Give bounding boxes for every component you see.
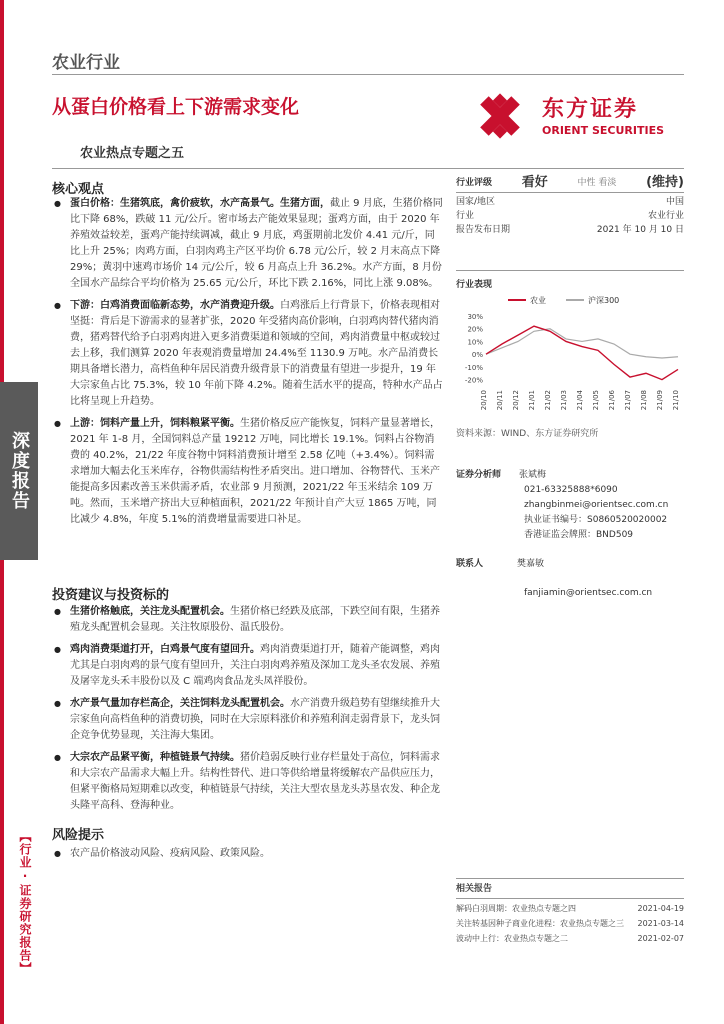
related-item[interactable]: 解码白羽周期：农业热点专题之四 2021-04-19	[456, 904, 684, 913]
invest-bullet: ● 鸡肉消费渠道打开，白鸡景气度有望回升。鸡肉消费渠道打开，随着产能调整，鸡肉尤其是白羽肉鸡的景气度有望回升，关注白羽肉鸡养殖及深加工龙头圣农发展、养殖及屠宰龙头禾丰股份以及 C 端鸡肉食品龙头凤祥股份。	[52, 642, 444, 690]
x-tick-label: 20/10	[480, 390, 488, 411]
risk-list	[52, 846, 444, 868]
performance-heading: 行业表现	[456, 280, 493, 290]
x-tick-label: 21/03	[560, 390, 568, 411]
core-view-list	[52, 196, 444, 534]
x-tick-label: 20/11	[496, 390, 504, 411]
y-tick-label: 30%	[467, 313, 483, 321]
legend-label-index: 沪深300	[588, 296, 620, 305]
related-divider	[456, 878, 684, 879]
legend-label-agri: 农业	[530, 296, 546, 305]
analyst-label: 证券分析师	[456, 470, 502, 480]
y-tick-label: -10%	[464, 363, 483, 372]
related-heading: 相关报告	[456, 884, 493, 894]
contact-name: 樊嘉敏	[517, 559, 545, 569]
performance-divider	[456, 270, 684, 271]
x-tick-label: 21/01	[528, 390, 536, 411]
top-divider	[52, 74, 684, 75]
analyst-phone: 021-63325888*6090	[524, 485, 618, 495]
analyst-name: 张斌梅	[519, 470, 547, 480]
analyst-email[interactable]: zhangbinmei@orientsec.com.cn	[524, 500, 669, 510]
invest-bullet: ● 大宗农产品紧平衡，种植链景气持续。猪价趋弱反映行业存栏量处于高位，饲料需求和大宗农产品需求大幅上升。结构性替代、进口等供给增量将缓解农产品供应压力，但紧平衡格局短期难以改变，种植链景气持续，关注大型农垦龙头苏垦农发、种企龙头隆平高科、登海种业。	[52, 750, 444, 814]
rating-row: 国家/地区 中国	[456, 197, 684, 207]
analyst-license: 执业证书编号：S0860520020002	[524, 515, 668, 525]
related-divider	[456, 898, 684, 899]
x-tick-label: 21/07	[624, 390, 632, 411]
related-reports	[456, 876, 684, 946]
rating-label: 行业评级	[456, 178, 493, 188]
company-logo-icon	[472, 88, 528, 144]
chart-source: 资料来源：WIND、东方证券研究所	[456, 429, 599, 439]
related-item[interactable]: 波动中上行：农业热点专题之二 2021-02-07	[456, 934, 684, 943]
title-divider	[52, 168, 684, 169]
y-tick-label: 10%	[467, 338, 483, 347]
chart-legend	[508, 295, 619, 305]
x-tick-label: 20/12	[512, 390, 520, 411]
contact-email[interactable]: fanjiamin@orientsec.com.cn	[524, 588, 653, 598]
x-tick-label: 21/10	[672, 390, 680, 411]
company-name-cn: 东方证券	[542, 97, 639, 122]
company-name-en: ORIENT SECURITIES	[542, 124, 665, 137]
related-item[interactable]: 关注转基因种子商业化进程：农业热点专题之三 2021-03-14	[456, 919, 684, 928]
x-tick-label: 21/09	[656, 390, 664, 411]
series-line-agri	[486, 326, 678, 379]
x-tick-label: 21/02	[544, 390, 552, 411]
x-tick-label: 21/06	[608, 390, 616, 411]
report-title: 从蛋白价格看上下游需求变化	[52, 96, 300, 118]
x-tick-label: 21/04	[576, 390, 584, 411]
analyst-panel	[456, 468, 684, 601]
performance-heading-wrap	[456, 268, 684, 290]
x-tick-label: 21/08	[640, 390, 648, 411]
series-line-index	[486, 329, 678, 358]
core-bullet: ● 下游：白鸡消费面临新态势，水产消费迎升级。白鸡涨后上行背景下，价格表现相对坚挺：背后是下游需求的显著扩张，2020 年受猪肉高价影响，白羽鸡肉替代猪肉消费，猪鸡替代给予白羽鸡肉进入更多消费渠道和领域的空间，鸡肉消费量中枢或较过去上移，我们测算 2020 年表观消费量增加 24.4%至 1130.9 万吨。水产品消费长期具备增长潜力，高档鱼种年居民消费升级背景下的消费量有望进一步提升，19 年大宗家鱼占比 75.3%，较 10 年前下降 4.2%。随着生活水平的提高，特种水产品占比将呈现上升趋势。	[52, 298, 444, 410]
core-bullet: ● 蛋白价格：生猪筑底，禽价疲软，水产高景气。生猪方面，截止 9 月底，生猪价格同比下降 68%，跌破 11 元/公斤。密市场去产能效果显现；蛋鸡方面，由于 2020 年养殖效益较差，蛋鸡产能持续调减，截止 9 月底，鸡蛋期前北发价 4.41 元/斤，同比上升 25%；肉鸡方面，白羽肉鸡主产区平均价 6.78 元/公斤，较 2 月末高点下降 29%；黄羽中速鸡市场价 14 元/公斤，较 6 月高点上升 36.2%。水产方面，8 月份全国水产品综合平均价格为 25.65 元/公斤，环比下跌 2.16%，同比上涨 9.08%。	[52, 196, 444, 292]
invest-bullet: ● 水产景气量加存栏高企，关注饲料龙头配置机会。水产消费升级趋势有望继续推升大宗家鱼向高档鱼种的消费切换，同时在大宗原料涨价和养殖利润走弱背景下，龙头饲企竞争优势显现，关注海大集团。	[52, 696, 444, 744]
performance-chart	[456, 288, 684, 418]
rating-row: 行业 农业行业	[456, 211, 684, 221]
core-bullet: ● 上游：饲料产量上升，饲料粮紧平衡。生猪价格反应产能恢复，饲料产量显著增长，2021 年 1-8 月，全国饲料总产量 19212 万吨，同比增长 19.1%。饲料占谷物消费的 40.2%，21/22 年度谷物中饲料消费预计增至 2.58 亿吨（+3.4%）。饲料需求增加大幅去化玉米库存，谷物供需结构性矛盾突出。进口增加、谷物替代、玉米产能提高多因素改善玉米供需矛盾，农业部 9 月预测，2021/22 年玉米结余 109 万吨。然而，玉米增产挤出大豆种植面积，2021/22 年预计自产大豆 1865 万吨，同比减少 4.8%，年度 5.1%的消费增量需要进口补足。	[52, 416, 444, 528]
rating-row: 报告发布日期 2021 年 10 月 10 日	[456, 225, 684, 235]
rating-scale: 中性 看淡	[577, 178, 617, 188]
y-tick-label: 0%	[471, 351, 483, 360]
industry-label: 农业行业	[52, 53, 120, 73]
report-subtitle: 农业热点专题之五	[80, 146, 185, 161]
report-category-label: 【行业·证券研究报告】	[18, 830, 32, 975]
report-type-block: 深度报告	[0, 382, 38, 560]
invest-heading: 投资建议与投资标的	[52, 588, 170, 603]
rating-value: 看好	[521, 175, 548, 190]
risk-heading: 风险提示	[52, 828, 105, 843]
y-tick-label: -20%	[464, 376, 483, 385]
risk-bullet: ● 农产品价格波动风险、疫病风险、政策风险。	[52, 846, 444, 862]
rating-status: (维持)	[646, 175, 684, 190]
invest-bullet: ● 生猪价格触底，关注龙头配置机会。生猪价格已经跌及底部，下跌空间有限，生猪养殖龙头配置机会显现。关注牧原股份、温氏股份。	[52, 604, 444, 636]
core-view-heading: 核心观点	[52, 182, 105, 197]
contact-label: 联系人	[456, 559, 484, 569]
x-tick-label: 21/05	[592, 390, 600, 411]
invest-list	[52, 604, 444, 820]
rating-panel	[456, 176, 684, 237]
analyst-hk-license: 香港证监会牌照：BND509	[524, 530, 634, 540]
rating-divider	[456, 192, 684, 193]
y-tick-label: 20%	[467, 325, 483, 334]
